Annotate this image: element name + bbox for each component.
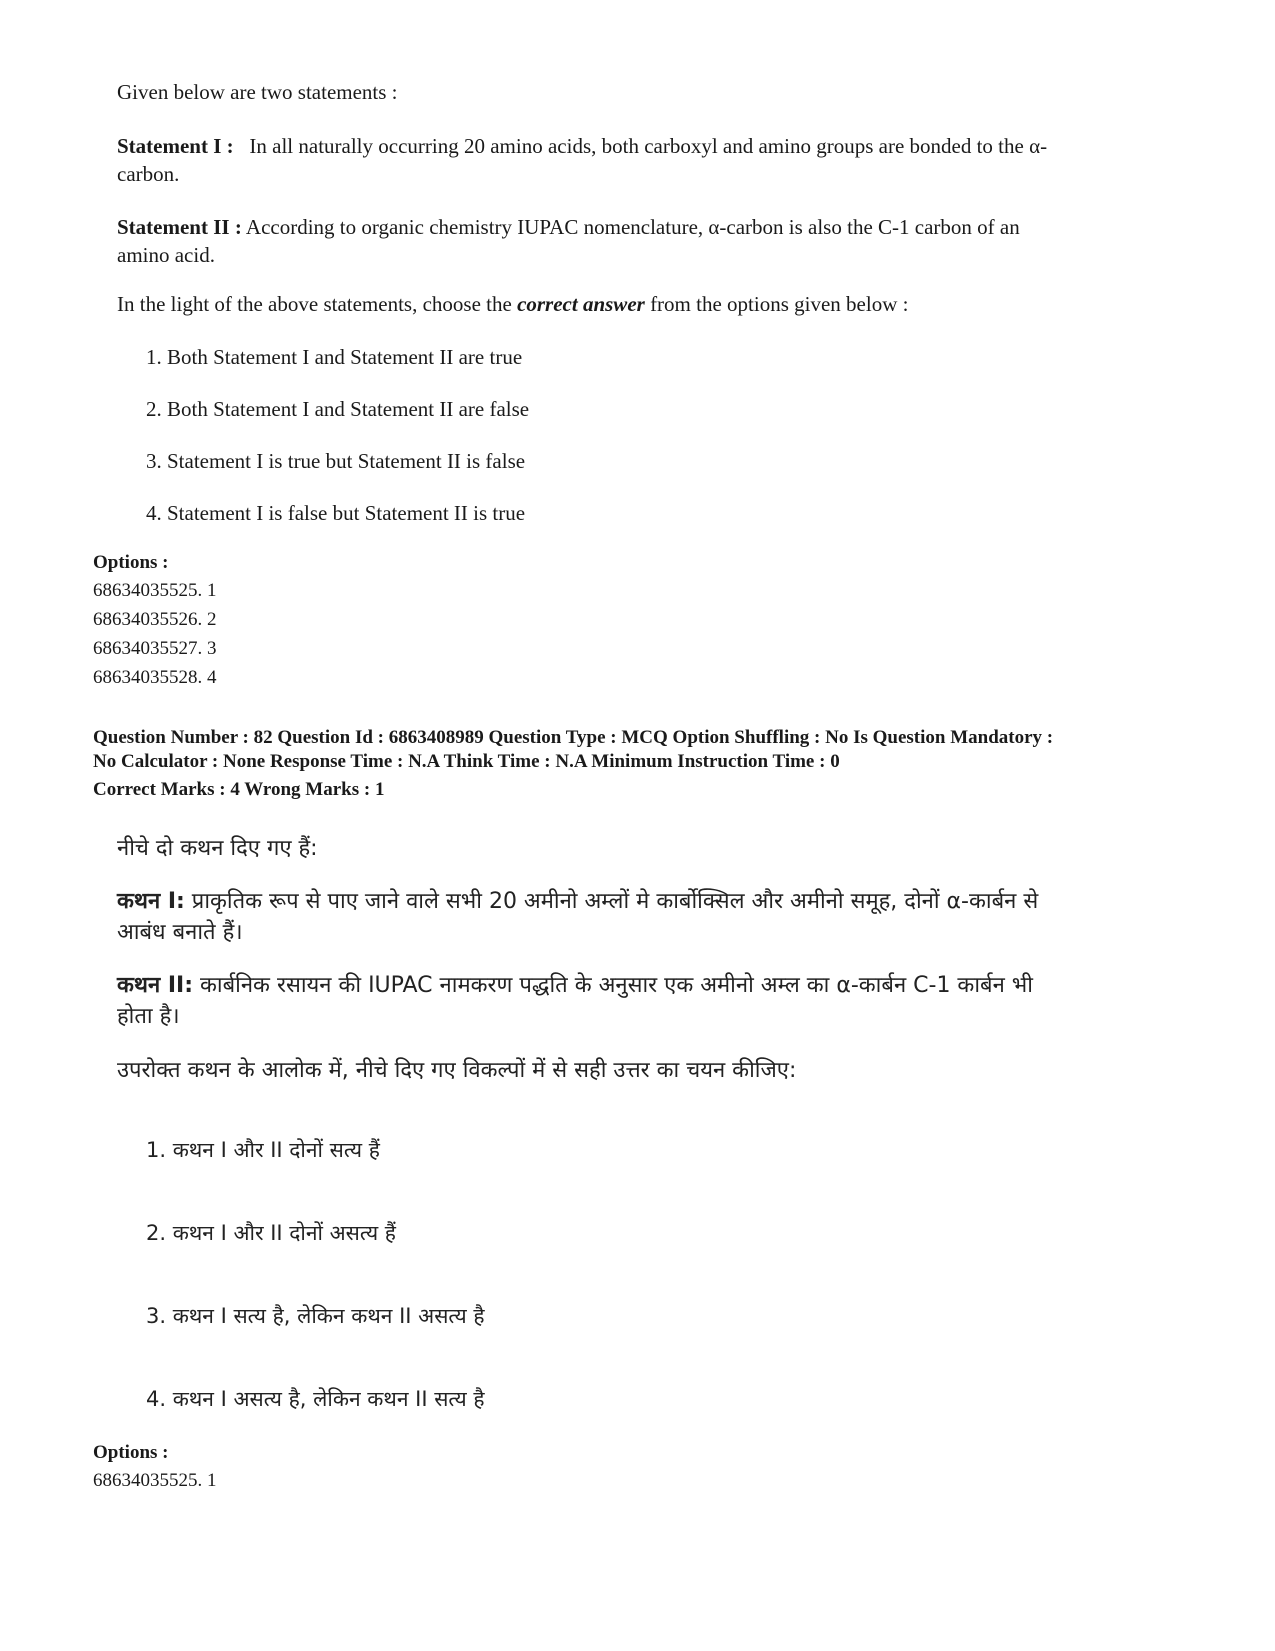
q2-meta-line-2: No Calculator : None Response Time : N.A Think Time : N.A Minimum Instruction Time : 0 bbox=[93, 751, 840, 772]
q1-option-id: 68634035528. 4 bbox=[93, 667, 217, 688]
q2-meta-line-3: Correct Marks : 4 Wrong Marks : 1 bbox=[93, 779, 385, 800]
q1-options-list bbox=[93, 576, 217, 692]
q2-statement-2 bbox=[117, 969, 1033, 999]
q2-statement-2-label: कथन II: bbox=[117, 973, 193, 998]
q2-choice-4: 4. कथन I असत्य है, लेकिन कथन II सत्य है bbox=[146, 1387, 485, 1411]
q2-meta-line-1: Question Number : 82 Question Id : 6863408989 Question Type : MCQ Option Shuffling : No Is Question Mandatory : bbox=[93, 727, 1054, 748]
q1-statement-1-label: Statement I : bbox=[117, 134, 234, 158]
q1-statement-2 bbox=[117, 215, 1020, 240]
q1-prompt: In the light of the above statements, choose the correct answer from the options given below : bbox=[117, 292, 909, 316]
q2-choice-3: 3. कथन I सत्य है, लेकिन कथन II असत्य है bbox=[146, 1304, 485, 1328]
q2-statement-1-label: कथन I: bbox=[117, 889, 185, 914]
q2-statement-2-text: कार्बनिक रसायन की IUPAC नामकरण पद्धति के अनुसार एक अमीनो अम्ल का α-कार्बन C-1 कार्बन भी bbox=[193, 973, 1033, 998]
q1-intro: Given below are two statements : bbox=[117, 80, 398, 104]
q2-option-id: 68634035525. 1 bbox=[93, 1470, 217, 1491]
q1-choice-1: 1. Both Statement I and Statement II are true bbox=[146, 345, 523, 369]
q2-statement-1 bbox=[117, 885, 1038, 915]
q2-options-label: Options : bbox=[93, 1442, 169, 1463]
q1-statement-1-cont: carbon. bbox=[117, 162, 180, 186]
q1-statement-2-label: Statement II : bbox=[117, 215, 242, 239]
q2-prompt: उपरोक्त कथन के आलोक में, नीचे दिए गए विकल्पों में से सही उत्तर का चयन कीजिए: bbox=[117, 1058, 797, 1083]
q2-options-list bbox=[93, 1466, 217, 1495]
q2-statement-2-cont: होता है। bbox=[117, 1004, 180, 1029]
q1-statement-1-text: In all naturally occurring 20 amino acids, both carboxyl and amino groups are bonded to the α- bbox=[249, 134, 1048, 158]
q1-prompt-emphasis: correct answer bbox=[517, 292, 645, 316]
q1-statement-1 bbox=[117, 134, 1047, 159]
q1-choice-4: 4. Statement I is false but Statement II is true bbox=[146, 501, 526, 525]
q1-options-label: Options : bbox=[93, 552, 169, 573]
q1-option-id: 68634035527. 3 bbox=[93, 638, 217, 659]
q2-intro: नीचे दो कथन दिए गए हैं: bbox=[117, 836, 318, 861]
q2-statement-1-text: प्राकृतिक रूप से पाए जाने वाले सभी 20 अमीनो अम्लों मे कार्बोक्सिल और अमीनो समूह, दोनों α-कार्बन से bbox=[184, 889, 1039, 914]
q1-option-id: 68634035526. 2 bbox=[93, 609, 217, 630]
q1-choice-3: 3. Statement I is true but Statement II is false bbox=[146, 449, 526, 473]
q2-choice-2: 2. कथन I और II दोनों असत्य हैं bbox=[146, 1221, 396, 1245]
q1-statement-2-text: According to organic chemistry IUPAC nomenclature, α-carbon is also the C-1 carbon of an bbox=[245, 215, 1020, 239]
q1-option-id: 68634035525. 1 bbox=[93, 580, 217, 601]
q1-statement-2-cont: amino acid. bbox=[117, 243, 215, 267]
q1-choice-2: 2. Both Statement I and Statement II are false bbox=[146, 397, 530, 421]
q2-statement-1-cont: आबंध बनाते हैं। bbox=[117, 920, 243, 945]
q2-choice-1: 1. कथन I और II दोनों सत्य हैं bbox=[146, 1138, 380, 1162]
